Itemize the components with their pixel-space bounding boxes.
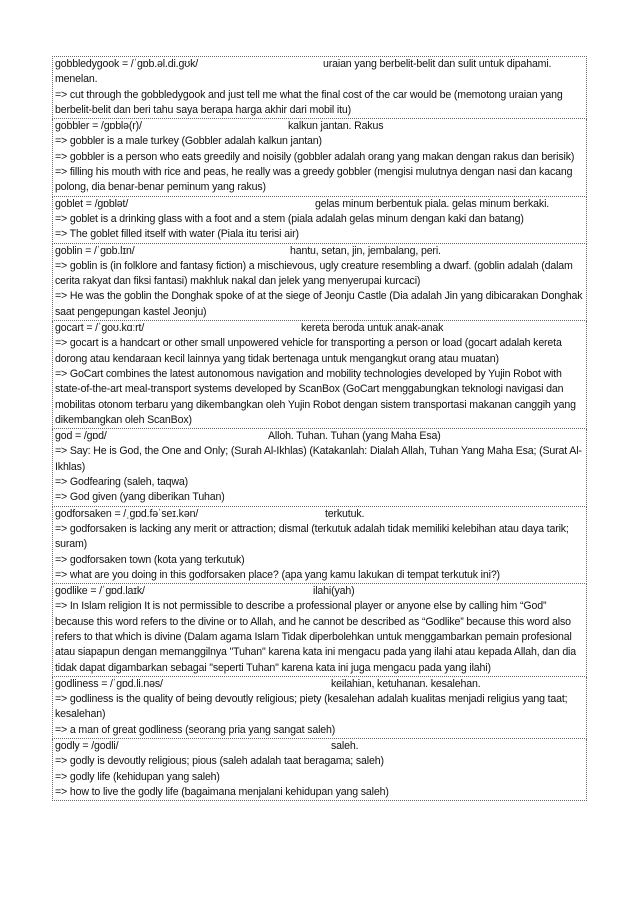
entry-word: gobbledygook = /ˈɡɒb.əl.di.ɡʊk/ — [55, 58, 199, 70]
entry-line: => godly is devoutly religious; pious (saleh adalah taat beragama; saleh) — [55, 755, 384, 768]
entry-headline — [55, 57, 584, 72]
entry-meaning: saleh. — [331, 740, 359, 753]
entry-line: => how to live the godly life (bagaimana menjalani kehidupan yang saleh) — [55, 785, 389, 798]
entry-line: => goblet is a drinking glass with a foot and a stem (piala adalah gelas minum dengan kaki dan batang) — [55, 212, 524, 225]
entry-meaning: terkutuk. — [325, 507, 365, 520]
entry-line: => gobbler is a male turkey (Gobbler adalah kalkun jantan) — [55, 135, 322, 148]
entry-headline — [55, 507, 584, 522]
entry-meaning: ilahi(yah) — [313, 585, 355, 598]
entry-godliness — [52, 677, 587, 739]
entry-line: => gobbler is a person who eats greedily and noisily (gobbler adalah orang yang makan dengan rakus dan berisik) — [55, 150, 575, 163]
entry-line: => godliness is the quality of being devoutly religious; piety (kesalehan adalah kualitas menjadi religius yang taat; kesalehan) — [55, 693, 568, 721]
entry-headline — [55, 197, 584, 212]
entry-word: goblin = /ˈɡɒb.lɪn/ — [55, 244, 135, 257]
entry-line: => cut through the gobbledygook and just tell me what the final cost of the car would be (memotong uraian yang berbelit-belit dan beri tahu saya berapa harga akhir dari mobil itu) — [55, 88, 563, 116]
entry-godforsaken — [52, 507, 587, 584]
entry-word: godly = /ɡodli/ — [55, 740, 119, 753]
entry-meaning: keilahian, ketuhanan. kesalehan. — [331, 677, 481, 690]
entry-line: => Godfearing (saleh, taqwa) — [55, 476, 189, 489]
entry-line: => godforsaken town (kota yang terkutuk) — [55, 553, 245, 566]
entry-line: => In Islam religion It is not permissible to describe a professional player or anyone else by calling him “God” because this word refers to the divine or to Allah, and he cannot be described as “Godlike” because this word also refers to that which is divine (Dalam agama Islam Tidak diperbolehkan untuk menggambarkan pemain profesional atau siapapun dengan memanggilnya "Tuhan" karena kata ini mengacu pada yang ilahi atau kepada Allah, dan dia tidak dapat digambarkan sebagai "seperti Tuhan" karena kata ini juga mengacu pada yang ilahi) — [55, 600, 577, 674]
entry-line: => goblin is (in folklore and fantasy fiction) a mischievous, ugly creature resembling a dwarf. (goblin adalah (dalam cerita rakyat dan fiksi fantasi) makhluk nakal dan jelek yang menyerupai kurcaci) — [55, 259, 573, 288]
entry-line: => GoCart combines the latest autonomous navigation and mobility technologies developed by Yujin Robot with state-of-the-art meal-transport systems developed by ScanBox (GoCart menggabungkan teknologi navigasi dan mobilitas otonom terbaru yang dikembangkan oleh Yujin Robot dengan sistem transportasi makanan canggih yang dikembangkan oleh ScanBox) — [55, 367, 576, 426]
entry-line: => The goblet filled itself with water (Piala itu terisi air) — [55, 228, 299, 241]
entry-gobbler — [52, 119, 587, 196]
entry-line: => He was the goblin the Donghak spoke of at the siege of Jeonju Castle (Dia adalah Jin yang dibicarakan Donghak saat pengepungan kastel Jeonju) — [55, 290, 583, 318]
entry-headline — [55, 244, 584, 259]
entry-line: => what are you doing in this godforsaken place? (apa yang kamu lakukan di tempat terkutuk ini?) — [55, 568, 500, 581]
entry-godly — [52, 739, 587, 801]
glossary-page — [52, 56, 587, 801]
entry-headline — [55, 321, 584, 336]
entry-line: => God given (yang diberikan Tuhan) — [55, 491, 225, 504]
entry-headline — [55, 119, 584, 134]
entry-line: menelan. — [55, 73, 98, 86]
entry-line: => godforsaken is lacking any merit or attraction; dismal (terkutuk adalah tidak memiliki kelebihan atau daya tarik; suram) — [55, 522, 569, 551]
entry-meaning: kalkun jantan. Rakus — [288, 120, 384, 133]
entry-line: => a man of great godliness (seorang pria yang sangat saleh) — [55, 723, 336, 736]
entry-headline — [55, 739, 584, 754]
entry-meaning: Alloh. Tuhan. Tuhan (yang Maha Esa) — [268, 430, 441, 443]
entry-word: gocart = /ˈɡoʊ.kɑːrt/ — [55, 322, 145, 335]
entry-meaning: gelas minum berbentuk piala. gelas minum berkaki. — [315, 197, 550, 210]
entry-word: godforsaken = /ˌɡɒd.fəˈseɪ.kən/ — [55, 507, 199, 520]
entry-line: => filling his mouth with rice and peas, he really was a greedy gobbler (mengisi mulutnya dengan nasi dan kacang polong, dia benar-benar peminum yang rakus) — [55, 166, 573, 194]
entry-meaning: hantu, setan, jin, jembalang, peri. — [290, 244, 441, 257]
entry-headline — [55, 584, 584, 599]
entry-meaning: uraian yang berbelit-belit dan sulit untuk dipahami. — [323, 58, 552, 70]
entry-god — [52, 429, 587, 506]
entry-word: godlike = /ˈɡɒd.laɪk/ — [55, 585, 145, 598]
entry-goblet — [52, 197, 587, 244]
entry-godlike — [52, 584, 587, 677]
entry-line: => gocart is a handcart or other small unpowered vehicle for transporting a person or load (gocart adalah kereta dorong atau kendaraan kecil lainnya yang tidak bertenaga untuk mengangkut orang atau muatan) — [55, 337, 562, 365]
entry-gocart — [52, 321, 587, 429]
entry-gobbledygook — [52, 56, 587, 119]
entry-word: goblet = /ɡɒblət/ — [55, 197, 129, 210]
entry-meaning: kereta beroda untuk anak-anak — [301, 322, 444, 335]
entry-line: => Say: He is God, the One and Only; (Surah Al-Ikhlas) (Katakanlah: Dialah Allah, Tuhan Yang Maha Esa; (Surat Al-Ikhlas) — [55, 445, 582, 473]
entry-word: god = /ɡɒd/ — [55, 430, 107, 443]
entry-headline — [55, 429, 584, 444]
entry-word: gobbler = /ɡɒblə(r)/ — [55, 120, 142, 133]
entry-headline — [55, 677, 584, 692]
entry-goblin — [52, 244, 587, 321]
entry-line: => godly life (kehidupan yang saleh) — [55, 770, 220, 783]
entry-word: godliness = /ˈɡɒd.li.nəs/ — [55, 677, 163, 690]
